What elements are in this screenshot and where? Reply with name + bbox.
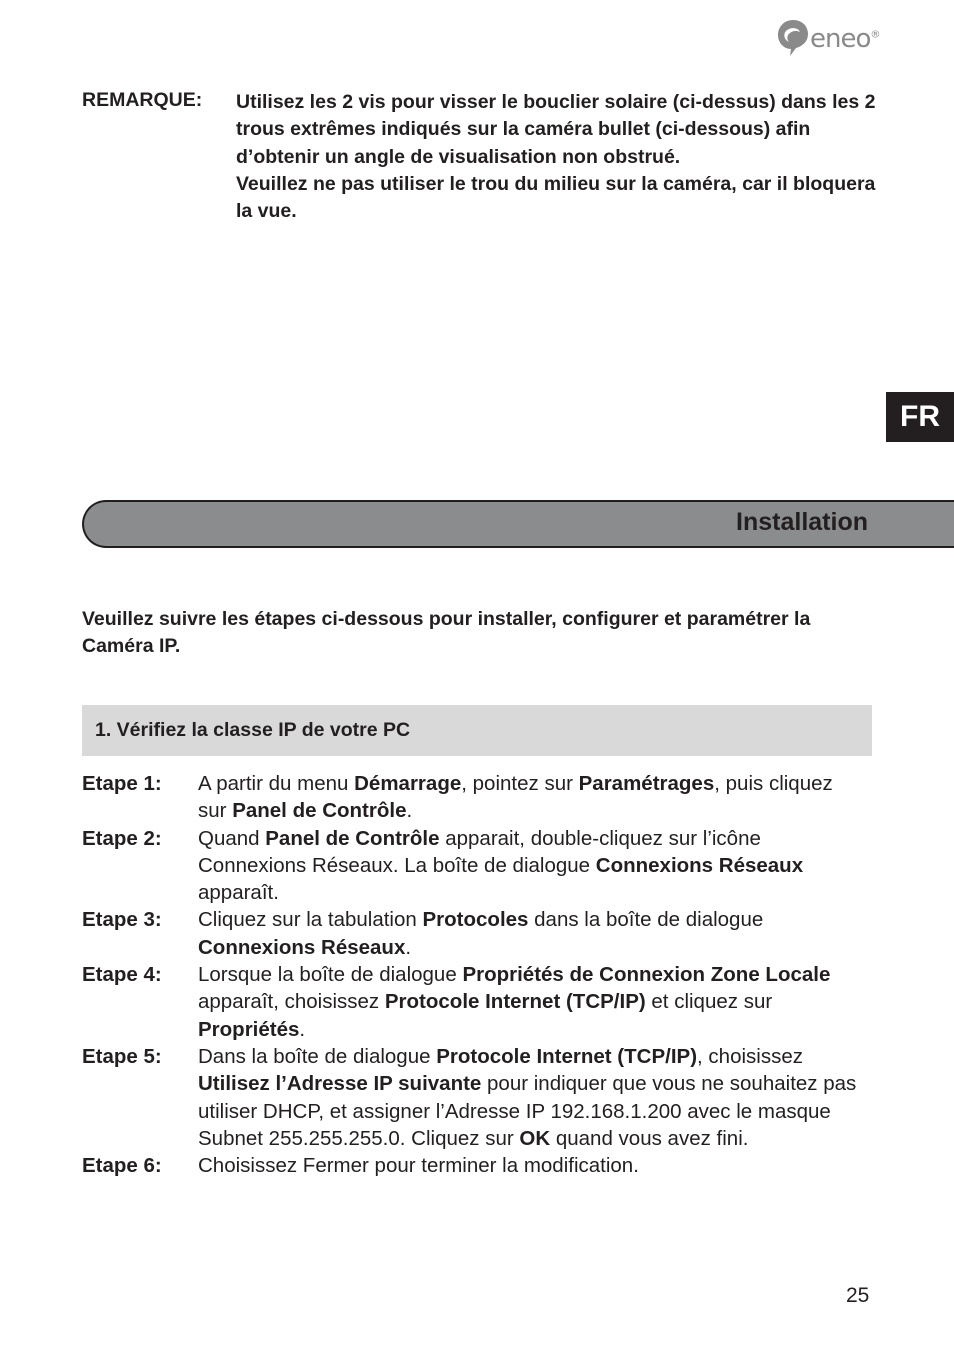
step-text	[198, 906, 858, 961]
step-text-segment: A partir du menu	[198, 772, 355, 795]
step-text-bold: Connexions Réseaux	[198, 935, 406, 959]
step-text-segment: Quand	[198, 826, 266, 850]
step-item	[82, 906, 872, 961]
step-text-segment: , puis cliquez sur	[198, 772, 833, 823]
step-text-bold: Protocoles	[422, 908, 529, 932]
step-item	[82, 961, 872, 1043]
step-text-segment: apparaît, choisissez	[198, 990, 385, 1014]
step-item	[82, 825, 872, 907]
step-text-segment: quand vous avez fini.	[550, 1126, 749, 1150]
step-item	[82, 770, 872, 825]
note-paragraph: Veuillez ne pas utiliser le trou du milieu sur la caméra, car il bloquera la vue.	[236, 172, 876, 223]
page-number: 25	[846, 1284, 870, 1307]
step-text-segment: , choisissez	[697, 1044, 803, 1068]
step-heading-text: 1. Vérifiez la classe IP de votre PC	[95, 719, 411, 741]
section-title: Installation	[736, 508, 868, 536]
step-text-bold: Utilisez l’Adresse IP suivante	[198, 1072, 482, 1096]
intro-text: Veuillez suivre les étapes ci-dessous pour installer, configurer et paramétrer la Caméra IP.	[82, 608, 811, 658]
step-item	[82, 1043, 872, 1152]
step-text-bold: Protocole Internet (TCP/IP)	[436, 1044, 698, 1068]
step-text-segment: .	[299, 1017, 306, 1041]
step-label: Etape 5:	[82, 1044, 162, 1068]
step-text-bold: OK	[519, 1126, 551, 1150]
step-text-bold: Panel de Contrôle	[232, 799, 407, 823]
step-text-bold: Protocole Internet (TCP/IP)	[384, 990, 646, 1014]
step-text-segment: , pointez sur	[461, 772, 579, 795]
step-item	[82, 1152, 872, 1179]
step-text	[198, 961, 858, 1043]
step-label: Etape 2:	[82, 826, 162, 850]
step-text-bold: Propriétés	[198, 1017, 300, 1041]
step-text-segment: pour indiquer que vous ne souhaitez pas utiliser DHCP, et assigner l’Adresse IP 192.168.1.200 avec le masque Subnet 255.255.255.0. Cliquez sur	[198, 1072, 857, 1150]
step-text	[198, 825, 858, 907]
step-text-segment: Cliquez sur la tabulation	[198, 908, 423, 932]
step-text-bold: Connexions Réseaux	[595, 853, 804, 877]
step-text-segment: dans la boîte de dialogue	[528, 908, 764, 932]
step-text	[198, 770, 858, 825]
step-text-segment: Choisissez Fermer pour terminer la modification.	[198, 1154, 639, 1178]
step-text-segment: et cliquez sur	[645, 990, 773, 1014]
step-text-bold: Panel de Contrôle	[265, 826, 440, 850]
step-text-segment: Lorsque la boîte de dialogue	[198, 963, 463, 987]
step-heading	[82, 705, 872, 756]
note-paragraph: Utilisez les 2 vis pour visser le bouclier solaire (ci-dessus) dans les 2 trous extrêmes indiqués sur la caméra bullet (ci-dessous) afin d’obtenir un angle de visualisation non obstrué.	[236, 91, 876, 168]
step-label: Etape 3:	[82, 908, 162, 932]
note-text	[236, 89, 876, 225]
step-text-segment: .	[406, 799, 413, 823]
eneo-swirl-icon	[776, 18, 810, 58]
step-label: Etape 1:	[82, 772, 162, 795]
step-text-bold: Paramétrages	[578, 772, 715, 795]
logo-wordmark: eneo®	[810, 24, 880, 54]
step-label: Etape 4:	[82, 963, 162, 987]
step-text-segment: .	[405, 935, 412, 959]
step-text-segment: Dans la boîte de dialogue	[198, 1044, 437, 1068]
step-text	[198, 1043, 858, 1152]
eneo-logo	[776, 18, 880, 58]
step-text	[198, 1152, 858, 1179]
step-text-segment: apparait, double-cliquez sur l’icône Connexions Réseaux. La boîte de dialogue	[198, 826, 761, 877]
step-text-bold: Propriétés de Connexion Zone Locale	[462, 963, 831, 987]
step-label: Etape 6:	[82, 1154, 162, 1178]
language-tab: FR	[886, 392, 954, 442]
step-text-segment: apparaît.	[198, 881, 279, 905]
steps-list	[82, 770, 872, 1179]
step-text-bold: Démarrage	[354, 772, 462, 795]
note-label: REMARQUE:	[82, 89, 203, 111]
